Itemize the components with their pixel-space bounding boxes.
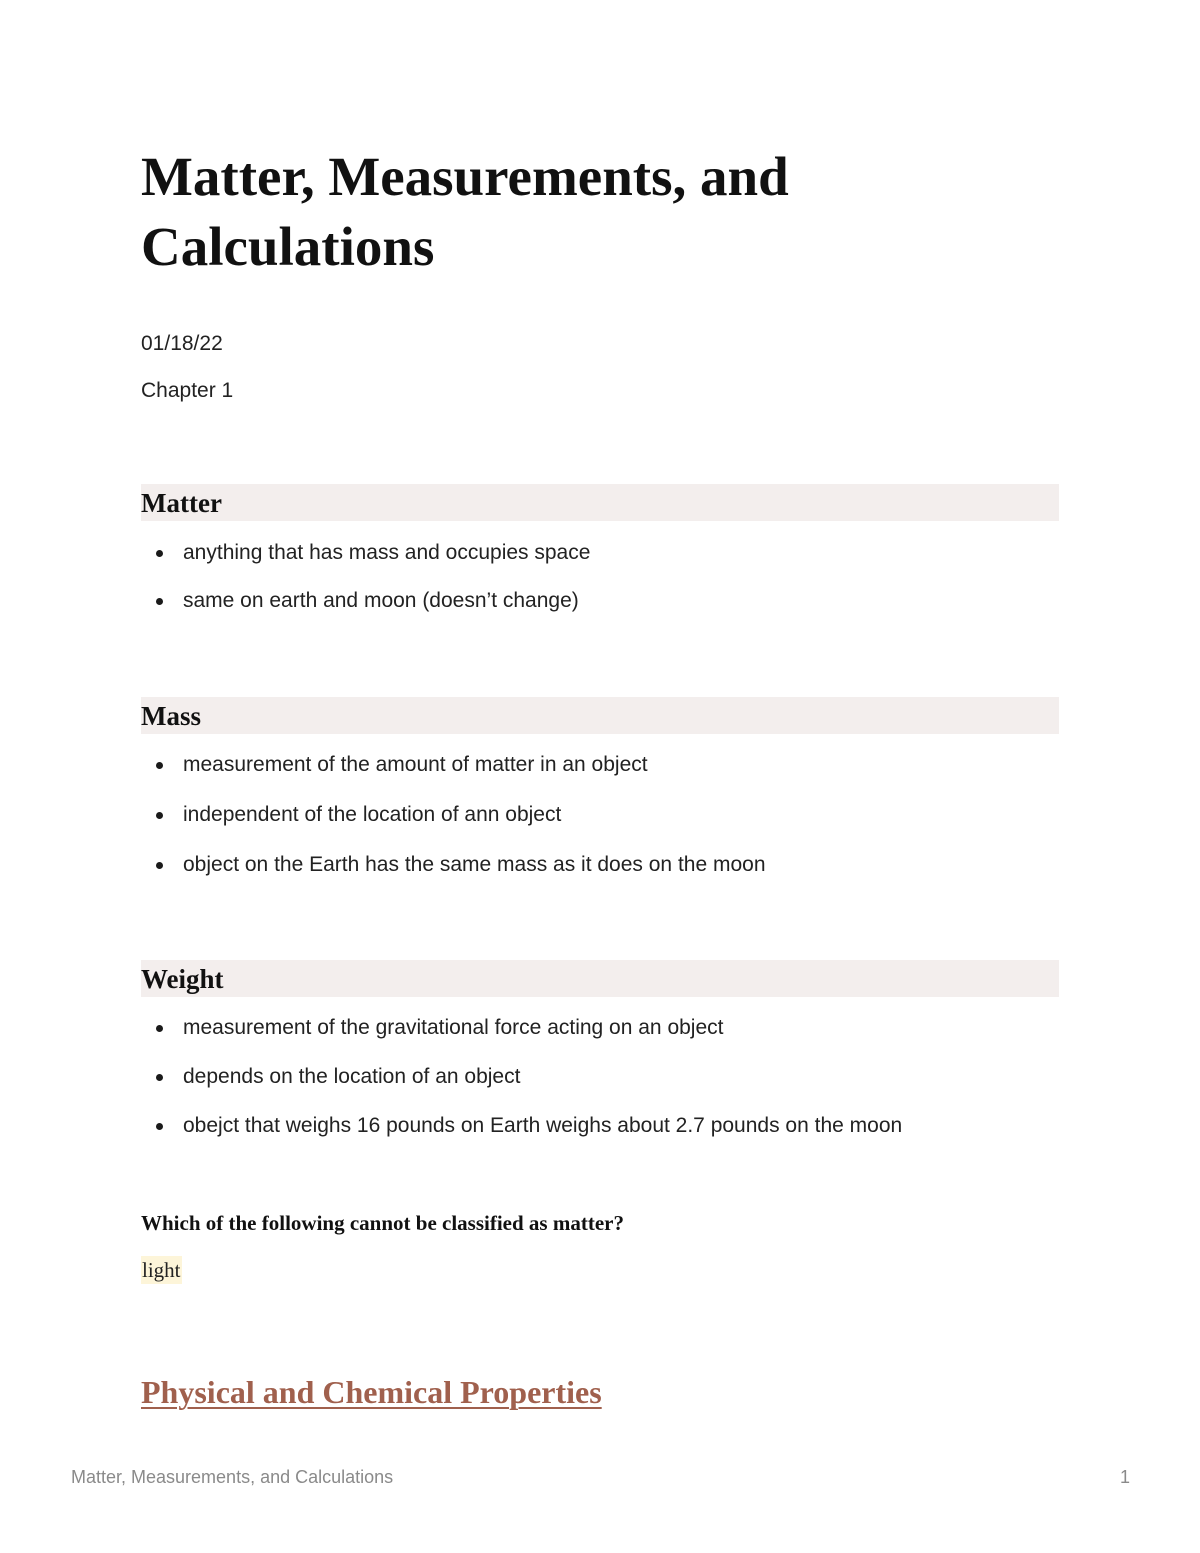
page-number: 1 [1119,1467,1130,1487]
bullet-list-matter [141,539,1041,615]
bullet-icon [156,1074,163,1081]
section-heading-weight: Weight [141,964,224,994]
list-item-text: object on the Earth has the same mass as it does on the moon [183,853,766,876]
section-heading-matter: Matter [141,488,222,518]
section-bar-matter [141,484,1059,521]
bullet-list-weight [141,1014,1041,1140]
bullet-icon [156,1123,163,1130]
bullet-icon [156,598,163,605]
list-item [141,587,1041,615]
bullet-list-mass [141,751,1041,879]
list-item-text: depends on the location of an object [183,1065,521,1088]
bullet-icon [156,812,163,819]
bullet-icon [156,862,163,869]
section-heading-mass: Mass [141,701,201,731]
list-item-text: anything that has mass and occupies space [183,541,591,564]
list-item-text: obejct that weighs 16 pounds on Earth weighs about 2.7 pounds on the moon [183,1114,903,1137]
list-item-text: measurement of the gravitational force acting on an object [183,1016,724,1039]
list-item [141,1063,1041,1091]
bullet-icon [156,762,163,769]
section-bar-mass [141,697,1059,734]
list-item [141,751,1041,779]
list-item [141,851,1041,879]
bullet-icon [156,550,163,557]
quiz-answer: light [142,1258,181,1282]
list-item [141,1112,1041,1140]
footer-title: Matter, Measurements, and Calculations [71,1467,394,1487]
list-item [141,1014,1041,1042]
list-item-text: independent of the location of ann object [183,803,562,826]
list-item-text: same on earth and moon (doesn’t change) [183,589,579,612]
section-bar-weight [141,960,1059,997]
list-item-text: measurement of the amount of matter in an object [183,753,648,776]
list-item [141,801,1041,829]
quiz-question: Which of the following cannot be classified as matter? [141,1211,624,1235]
document-title: Matter, Measurements, and Calculations [141,146,789,277]
document-chapter: Chapter 1 [141,379,234,402]
section-heading-physical-chemical[interactable]: Physical and Chemical Properties [141,1374,602,1410]
document-date: 01/18/22 [141,332,223,355]
list-item [141,539,1041,567]
bullet-icon [156,1025,163,1032]
